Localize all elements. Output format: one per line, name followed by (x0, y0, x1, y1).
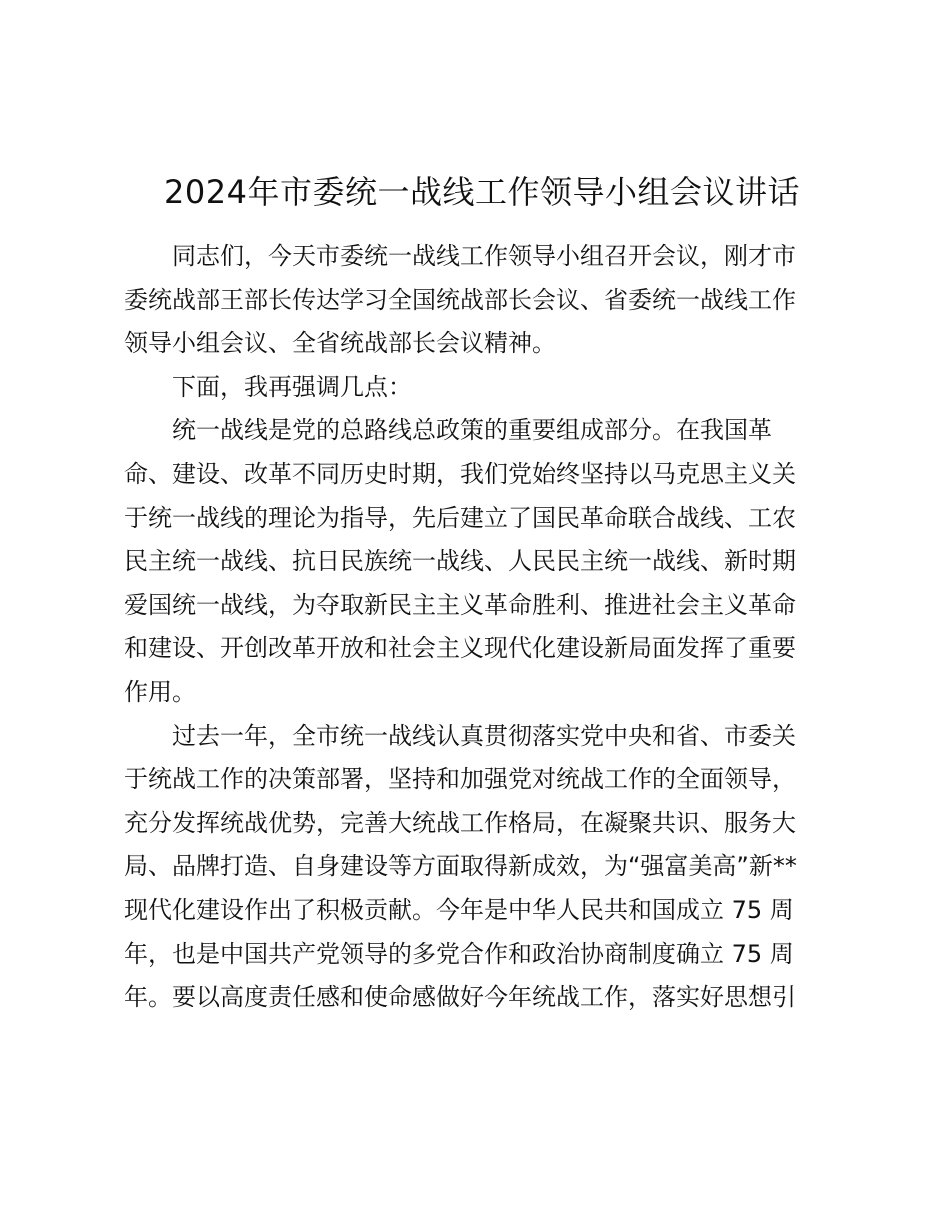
paragraph-line: 命、建设、改革不同历史时期，我们党始终坚持以马克思主义关 (124, 459, 796, 488)
paragraph-line: 爱国统一战线，为夺取新民主主义革命胜利、推进社会主义革命 (124, 590, 796, 619)
paragraph-line: 委统战部王部长传达学习全国统战部长会议、省委统一战线工作 (124, 285, 796, 314)
paragraph-line: 民主统一战线、抗日民族统一战线、人民民主统一战线、新时期 (124, 547, 796, 576)
document-body (124, 235, 824, 1020)
paragraph-line: 年。要以高度责任感和使命感做好今年统战工作，落实好思想引 (124, 983, 796, 1012)
paragraph-line: 年，也是中国共产党领导的多党合作和政治协商制度确立 75 周 (124, 939, 794, 968)
paragraph-opening (124, 235, 824, 366)
paragraph-line: 充分发挥统战优势，完善大统战工作格局，在凝聚共识、服务大 (124, 808, 796, 837)
paragraph-line: 领导小组会议、全省统战部长会议精神。 (124, 329, 556, 358)
paragraph-transition (124, 366, 824, 410)
paragraph-past-year (124, 715, 824, 1020)
paragraph-line: 局、品牌打造、自身建设等方面取得新成效，为“强富美高”新** (124, 852, 797, 881)
paragraph-line: 过去一年，全市统一战线认真贯彻落实党中央和省、市委关 (172, 721, 796, 750)
paragraph-united-front (124, 409, 824, 714)
paragraph-line: 于统战工作的决策部署，坚持和加强党对统战工作的全面领导， (124, 765, 796, 794)
paragraph-line: 作用。 (124, 677, 196, 706)
document-title: 2024年市委统一战线工作领导小组会议讲话 (164, 173, 800, 211)
paragraph-line: 和建设、开创改革开放和社会主义现代化建设新局面发挥了重要 (124, 634, 796, 663)
paragraph-line: 同志们，今天市委统一战线工作领导小组召开会议，刚才市 (172, 242, 796, 270)
paragraph-line: 下面，我再强调几点： (172, 372, 412, 401)
paragraph-line: 于统一战线的理论为指导，先后建立了国民革命联合战线、工农 (124, 503, 796, 532)
paragraph-line: 统一战线是党的总路线总政策的重要组成部分。在我国革 (172, 416, 772, 445)
paragraph-line: 现代化建设作出了积极贡献。今年是中华人民共和国成立 75 周 (124, 895, 794, 924)
